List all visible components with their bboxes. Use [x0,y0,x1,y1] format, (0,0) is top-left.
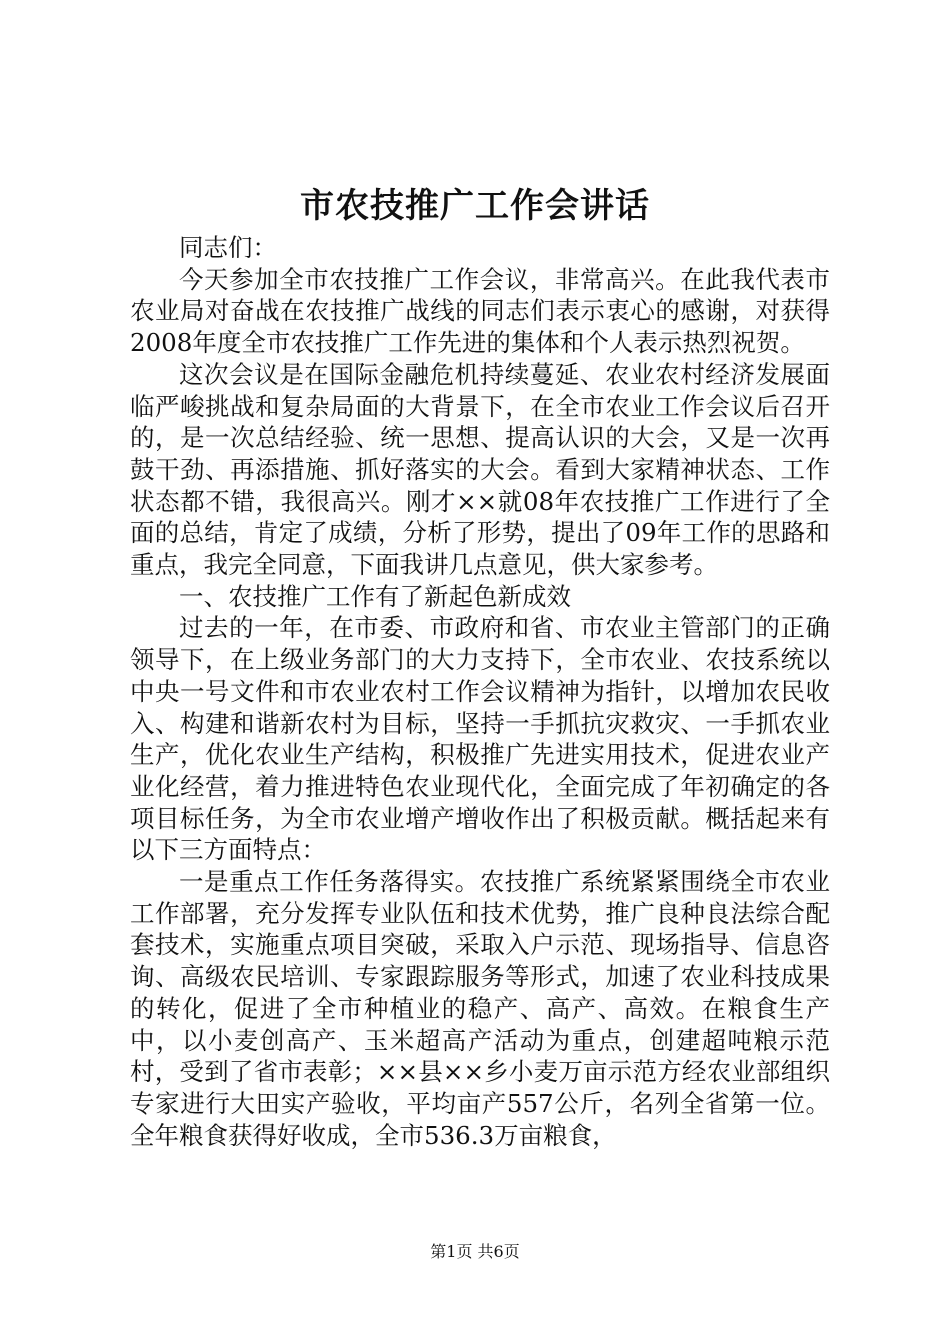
opening-paragraph: 今天参加全市农技推广工作会议，非常高兴。在此我代表市农业局对奋战在农技推广战线的同志们表示衷心的感谢，对获得2008年度全市农技推广工作先进的集体和个人表示热烈祝贺。 [130,264,830,358]
document-title: 市农技推广工作会讲话 [300,186,650,226]
section-heading: 一、农技推广工作有了新起色新成效 [179,581,571,611]
document-body [130,232,830,1151]
page-footer: 第1页 共6页 [430,1242,520,1261]
key-work-paragraph: 一是重点工作任务落得实。农技推广系统紧紧围绕全市农业工作部署，充分发挥专业队伍和技术优势，推广良种良法综合配套技术，实施重点项目突破，采取入户示范、现场指导、信息咨询、高级农民培训、专家跟踪服务等形式，加速了农业科技成果的转化，促进了全市种植业的稳产、高产、高效。在粮食生产中，以小麦创高产、玉米超高产活动为重点，创建超吨粮示范村，受到了省市表彰；××县××乡小麦万亩示范方经农业部组织专家进行大田实产验收，平均亩产557公斤，名列全省第一位。全年粮食获得好收成，全市536.3万亩粮食， [130,867,830,1150]
background-paragraph: 这次会议是在国际金融危机持续蔓延、农业农村经济发展面临严峻挑战和复杂局面的大背景下，在全市农业工作会议后召开的，是一次总结经验、统一思想、提高认识的大会，又是一次再鼓干劲、再添措施、抓好落实的大会。看到大家精神状态、工作状态都不错，我很高兴。刚才××就08年农技推广工作进行了全面的总结，肯定了成绩，分析了形势，提出了09年工作的思路和重点，我完全同意，下面我讲几点意见，供大家参考。 [130,359,830,580]
salutation-paragraph: 同志们： [179,233,277,262]
review-paragraph: 过去的一年，在市委、市政府和省、市农业主管部门的正确领导下，在上级业务部门的大力支持下，全市农业、农技系统以中央一号文件和市农业农村工作会议精神为指针，以增加农民收入、构建和谐新农村为目标，坚持一手抓抗灾救灾、一手抓农业生产，优化农业生产结构，积极推广先进实用技术，促进农业产业化经营，着力推进特色农业现代化，全面完成了年初确定的各项目标任务，为全市农业增产增收作出了积极贡献。概括起来有以下三方面特点： [130,613,830,865]
